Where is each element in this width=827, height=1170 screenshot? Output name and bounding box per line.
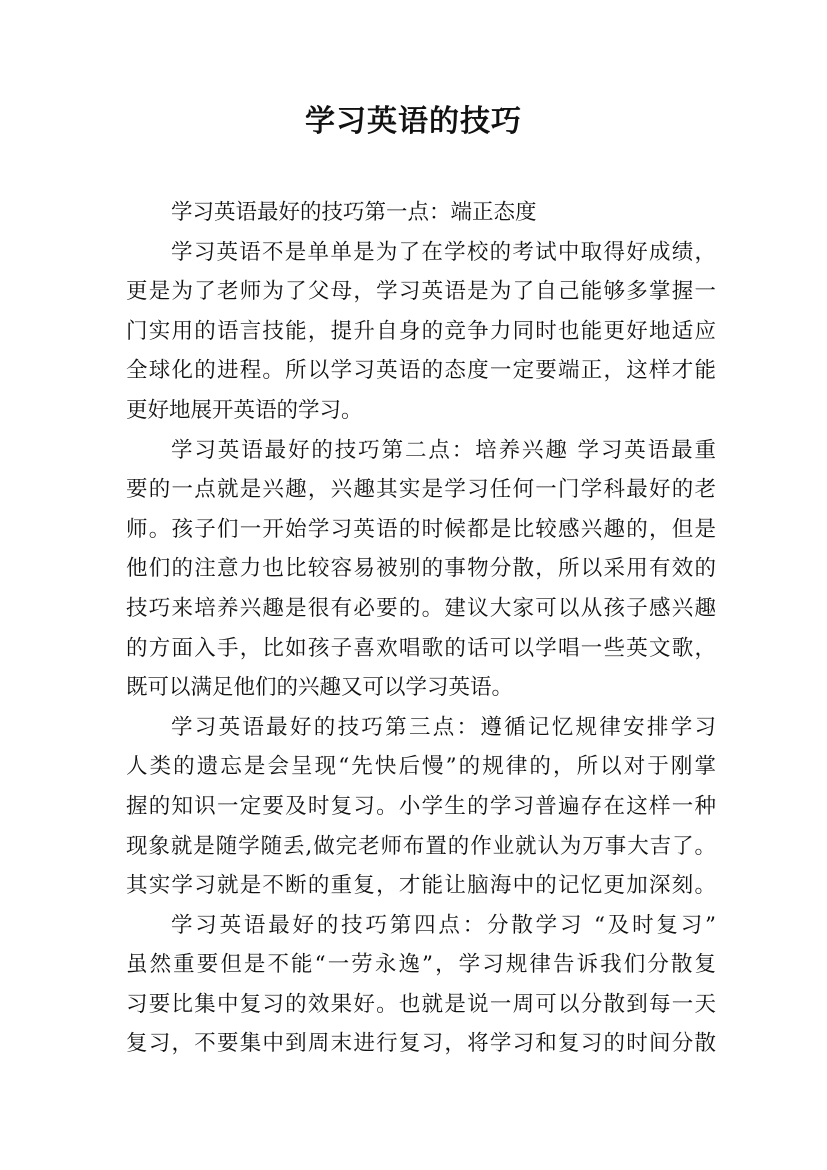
paragraph-line: 的方面入手，比如孩子喜欢唱歌的话可以学唱一些英文歌， — [126, 635, 716, 661]
heading-point-3: 学习英语最好的技巧第三点：遵循记忆规律安排学习 — [171, 714, 716, 740]
paragraph-line: 既可以满足他们的兴趣又可以学习英语。 — [126, 675, 514, 701]
paragraph-line: 握的知识一定要及时复习。小学生的学习普遍存在这样一种 — [126, 793, 716, 819]
paragraph-line: 习要比集中复习的效果好。也就是说一周可以分散到每一天 — [126, 991, 716, 1017]
document-body — [126, 193, 716, 1064]
paragraph-line: 人类的遗忘是会呈现“先快后慢”的规律的，所以对于刚掌 — [126, 754, 716, 780]
paragraph-line: 师。孩子们一开始学习英语的时候都是比较感兴趣的，但是 — [126, 516, 716, 542]
paragraph-line: 技巧来培养兴趣是很有必要的。建议大家可以从孩子感兴趣 — [126, 595, 716, 621]
heading-point-4: 学习英语最好的技巧第四点：分散学习 “及时复习” — [171, 912, 716, 938]
heading-point-1: 学习英语最好的技巧第一点：端正态度 — [171, 200, 537, 225]
paragraph-line: 现象就是随学随丢,做完老师布置的作业就认为万事大吉了。 — [126, 833, 716, 859]
paragraph-line: 全球化的进程。所以学习英语的态度一定要端正，这样才能 — [126, 358, 716, 384]
paragraph-line: 门实用的语言技能，提升自身的竞争力同时也能更好地适应 — [126, 318, 716, 344]
paragraph-line: 复习，不要集中到周末进行复习，将学习和复习的时间分散 — [126, 1031, 716, 1057]
paragraph-line: 他们的注意力也比较容易被别的事物分散，所以采用有效的 — [126, 556, 716, 582]
heading-point-2: 学习英语最好的技巧第二点：培养兴趣 学习英语最重 — [171, 437, 716, 463]
paragraph-line: 其实学习就是不断的重复，才能让脑海中的记忆更加深刻。 — [126, 873, 716, 899]
paragraph-line: 更好地展开英语的学习。 — [126, 397, 363, 423]
paragraph-line: 学习英语不是单单是为了在学校的考试中取得好成绩， — [171, 239, 716, 265]
paragraph-line: 要的一点就是兴趣，兴趣其实是学习任何一门学科最好的老 — [126, 477, 716, 503]
document-title: 学习英语的技巧 — [305, 104, 522, 139]
paragraph-line: 更是为了老师为了父母，学习英语是为了自己能够多掌握一 — [126, 279, 716, 305]
paragraph-line: 虽然重要但是不能“一劳永逸”，学习规律告诉我们分散复 — [126, 952, 716, 978]
